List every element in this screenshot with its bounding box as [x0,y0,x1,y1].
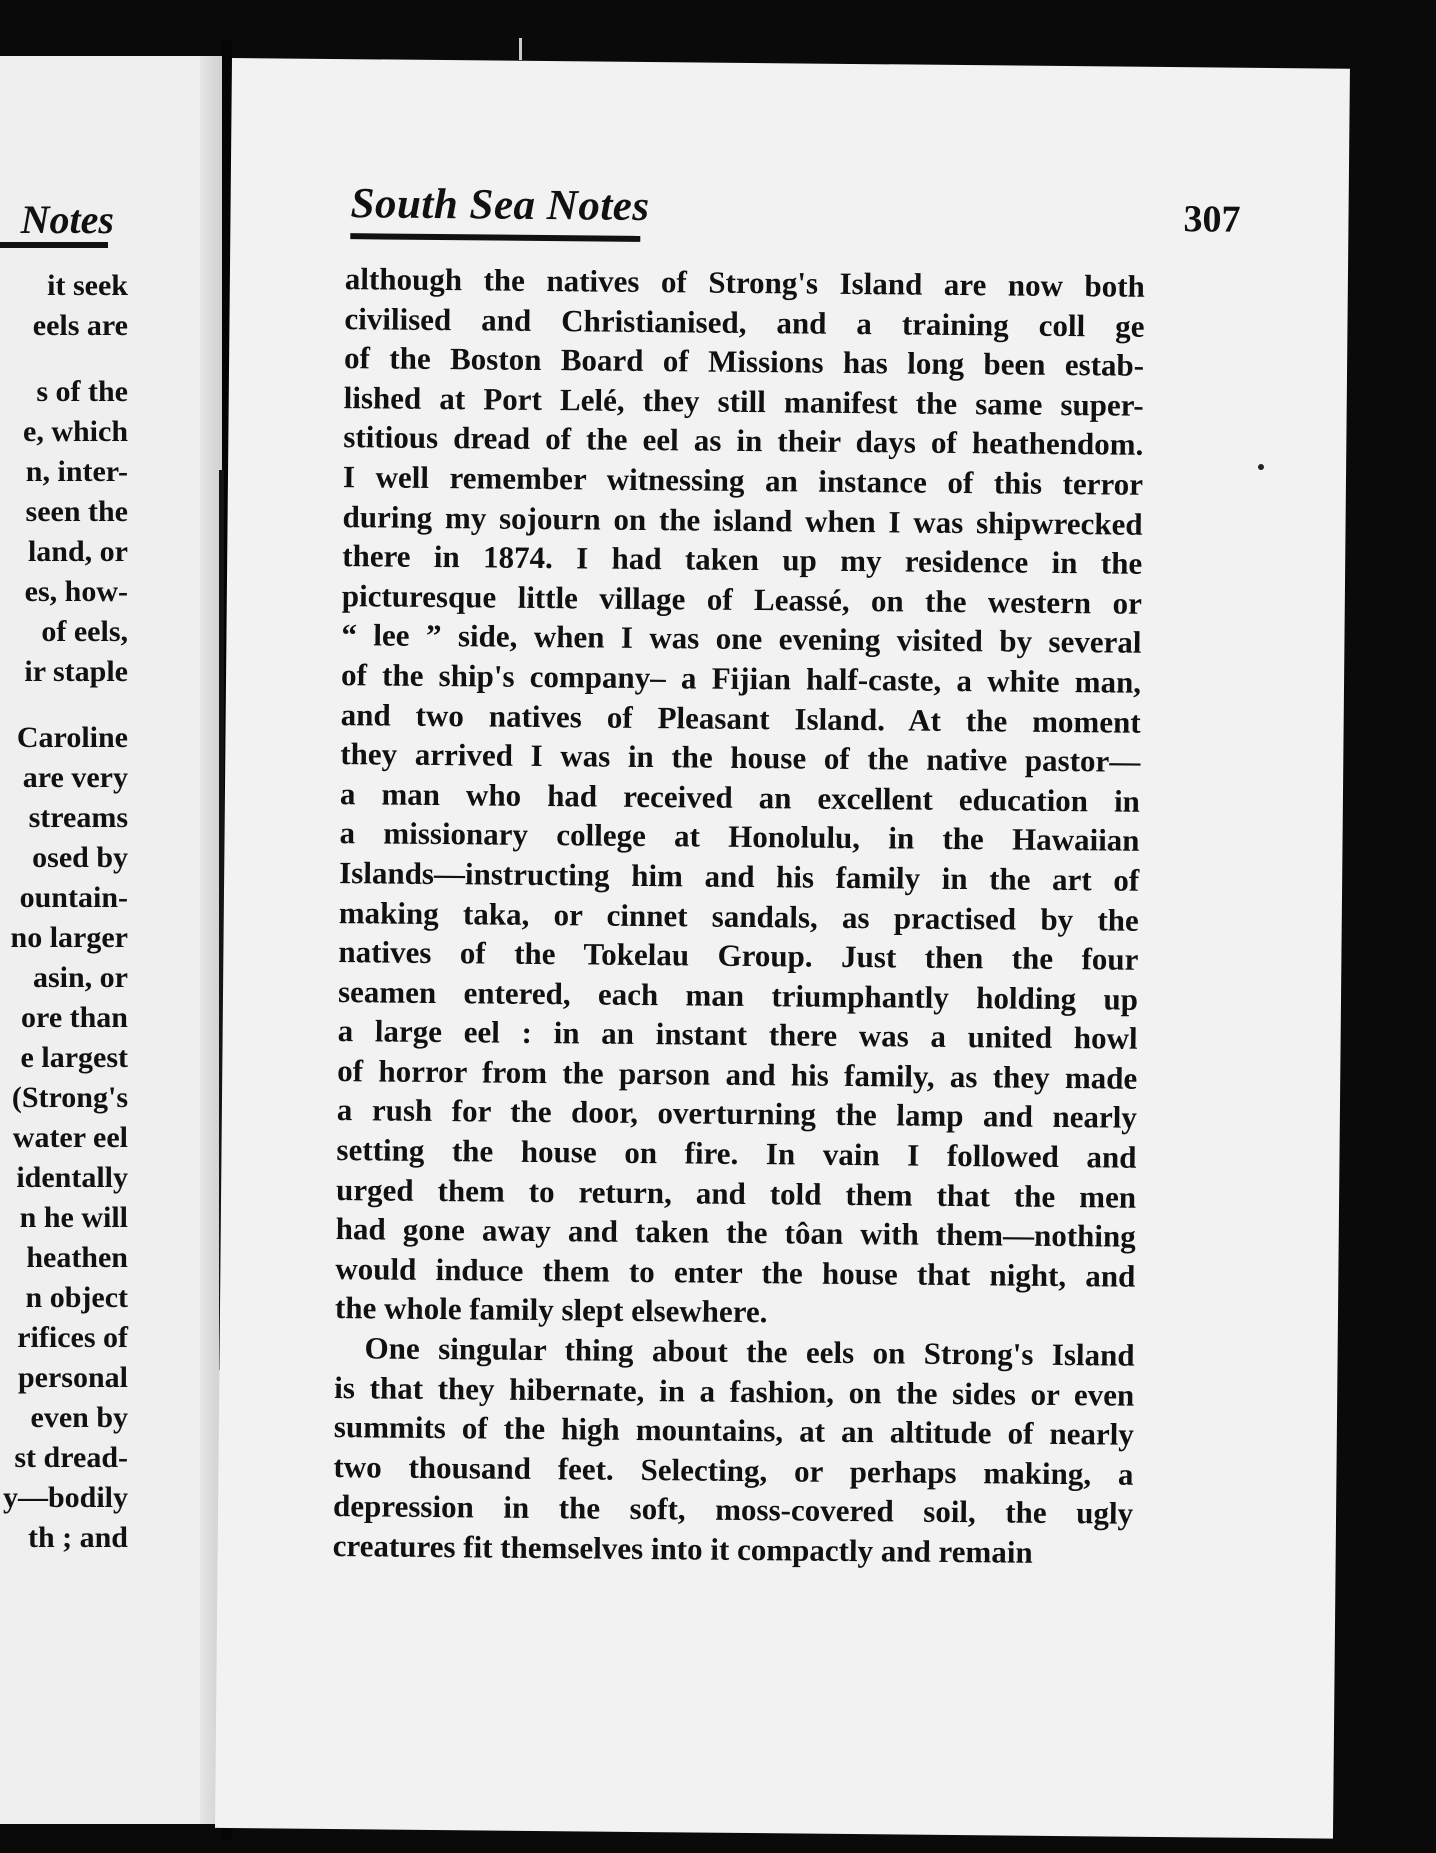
left-text-line: personal [17,1361,128,1394]
left-text-line: osed by [32,841,128,874]
running-head-rule [350,233,640,242]
paragraph-gap [0,346,128,372]
left-text-line: heathen [26,1241,128,1274]
text-line: the whole family slept elsewhere. [334,1290,768,1330]
left-text-line: ore than [21,1001,128,1034]
text-line: Islands—instructing him and his family in the art of [339,854,1140,898]
text-line: of the Boston Board of Missions has long been estab- [343,340,1145,383]
left-text-line: of eels, [41,615,128,648]
text-line: had gone away and taken the tôan with them—nothing [335,1211,1136,1254]
left-text-line: n, inter- [25,455,128,488]
text-line: two thousand feet. Selecting, or perhaps making, a [333,1448,1134,1492]
text-line: One singular thing about the eels on Strong's Island [364,1330,1135,1373]
left-text-line: y—bodily [2,1481,128,1514]
page-header [350,179,1251,258]
text-line: creatures fit themselves into it compactly and remain [332,1528,1033,1570]
text-line: of the ship's company– a Fijian half-caste, a white man, [340,657,1142,700]
left-text-line: asin, or [32,961,128,994]
left-text-line: ir staple [24,655,128,688]
left-text-line: e, which [23,415,128,448]
text-line: would induce them to enter the house that night, and [335,1250,1136,1294]
stray-mark [1258,464,1264,470]
text-line: although the natives of Strong's Island are now both [344,261,1146,304]
text-line: during my sojourn on the island when I was shipwrecked [342,498,1143,542]
text-line: making taka, or cinnet sandals, as practised by the [338,894,1139,938]
text-line: picturesque little village of Leassé, on the western or [341,577,1142,621]
body-text [333,259,1146,1573]
text-line: natives of the Tokelau Group. Just then the four [338,934,1139,977]
text-line: seamen entered, each man triumphantly holding up [337,973,1139,1017]
text-line: summits of the high mountains, at an altitude of nearly [333,1409,1134,1452]
text-line: “ lee ” side, when I was one evening visited by several [341,617,1142,661]
left-text-line: n object [25,1281,128,1314]
left-text-line: seen the [25,495,128,528]
left-text-line: identally [16,1161,128,1194]
text-line: and two natives of Pleasant Island. At the moment [340,696,1141,740]
left-page-content [0,0,222,1853]
left-text-line: eels are [32,309,128,342]
page-number: 307 [1183,198,1241,241]
left-text-line: st dread- [14,1441,128,1474]
left-text-line: no larger [10,921,128,954]
left-text-line: es, how- [24,575,128,608]
text-line: there in 1874. I had taken up my residence in the [342,538,1143,581]
left-head-rule [0,242,108,248]
paragraph [333,1328,1135,1573]
left-text-line: th ; and [27,1521,128,1554]
left-text-column [0,266,128,1558]
text-line: stitious dread of the eel as in their days of heathendom. [343,419,1144,463]
left-text-line: rifices of [17,1321,128,1354]
left-text-line: are very [22,761,128,794]
text-line: a missionary college at Honolulu, in the Hawaiian [339,815,1140,859]
left-text-line: Caroline [16,721,128,754]
text-line: a man who had received an excellent education in [339,775,1141,819]
left-text-line: water eel [12,1121,128,1154]
text-line: a rush for the door, overturning the lamp and nearly [336,1092,1138,1136]
left-text-line: e largest [20,1041,128,1074]
binding-thread [519,38,522,60]
paragraph [335,259,1145,1336]
left-running-head: Notes [20,197,114,242]
left-text-line: streams [28,801,128,834]
text-line: of horror from the parson and his family, as they made [337,1052,1138,1096]
left-text-line: even by [30,1401,128,1434]
text-line: civilised and Christianised, and a training coll ge [344,300,1145,344]
running-head: South Sea Notes [350,180,650,231]
left-text-line: it seek [47,269,128,302]
text-line: urged them to return, and told them that the men [335,1171,1137,1215]
text-line: I well remember witnessing an instance of this terror [342,459,1144,502]
left-text-line: s of the [36,375,128,408]
text-line: depression in the soft, moss-covered soil, the ugly [332,1488,1134,1532]
right-page [215,58,1350,1839]
text-line: they arrived I was in the house of the native pastor— [340,736,1141,779]
left-text-line: (Strong's [11,1081,128,1114]
text-line: is that they hibernate, in a fashion, on the sides or even [334,1369,1135,1413]
paragraph-gap [0,692,128,718]
left-text-line: n he will [19,1201,128,1234]
left-text-line: land, or [27,535,128,568]
text-line: a large eel : in an instant there was a united howl [337,1013,1138,1057]
text-line: setting the house on fire. In vain I followed and [336,1132,1137,1175]
left-text-line: ountain- [19,881,128,914]
text-line: lished at Port Lelé, they still manifest the same super- [343,379,1144,423]
